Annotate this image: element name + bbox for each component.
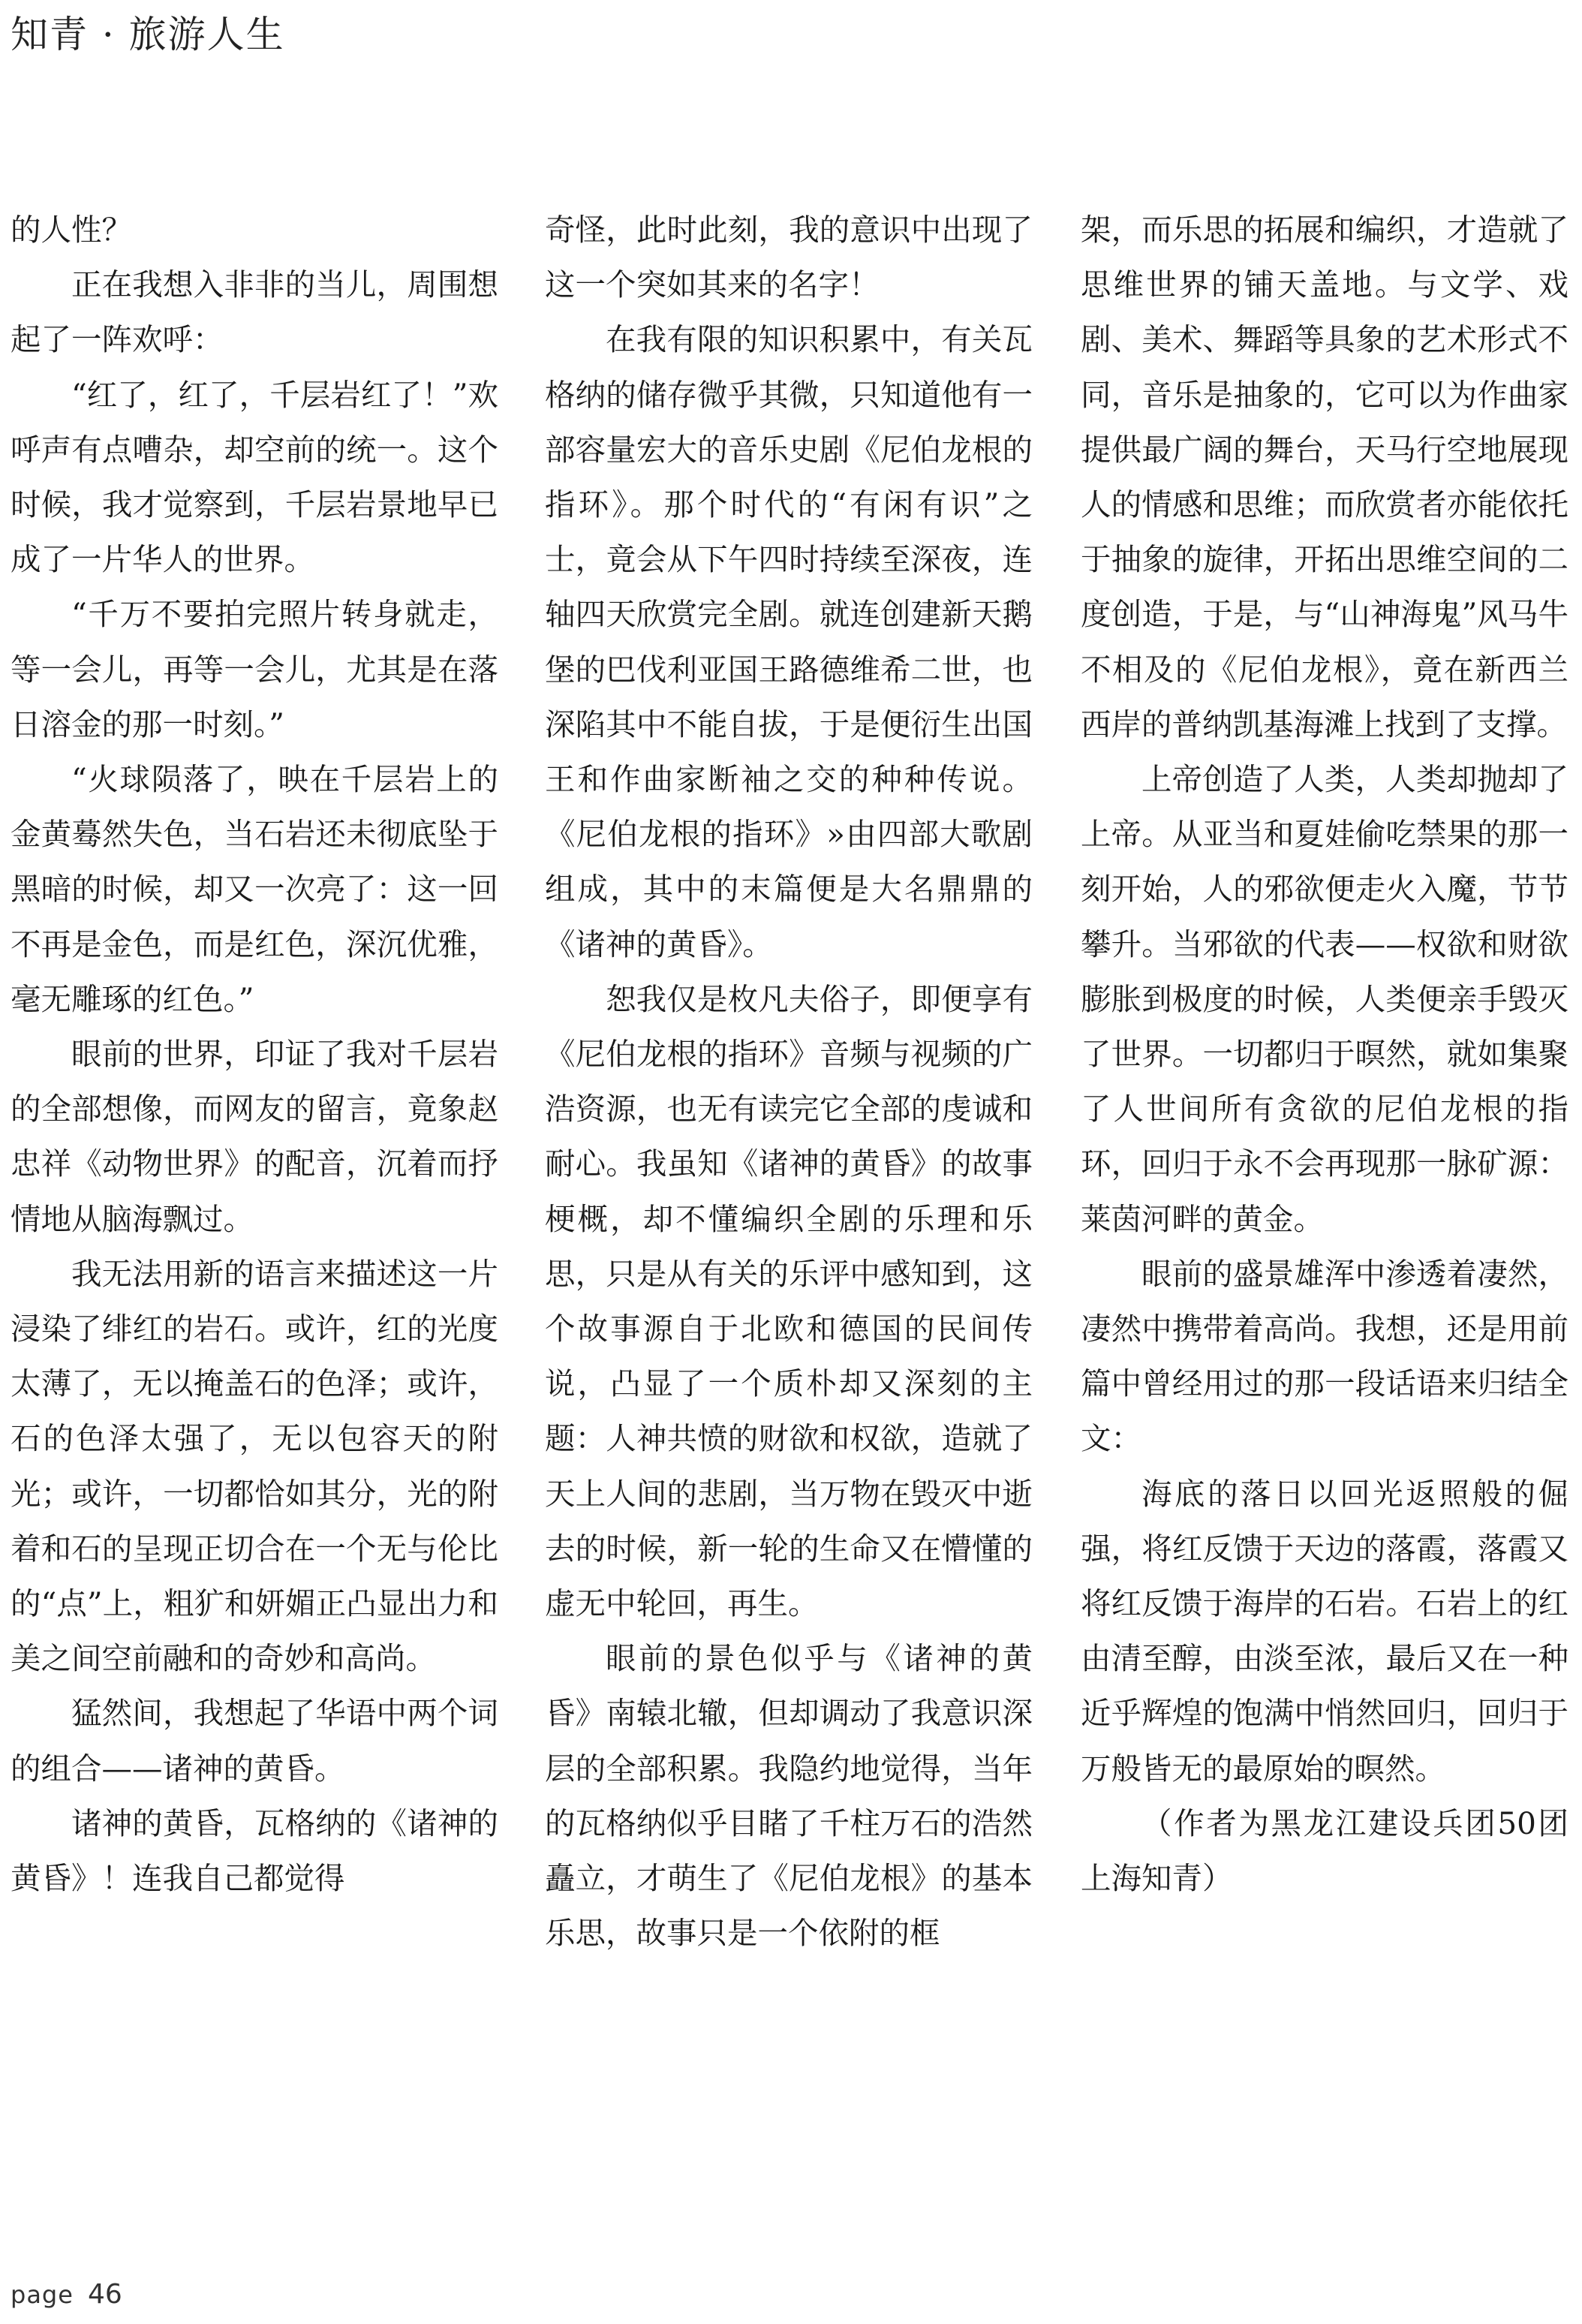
- paragraph: 的人性？: [11, 212, 132, 248]
- page-number: 46: [88, 2279, 122, 2310]
- text-column-1: [11, 203, 498, 1906]
- paragraph: 眼前的景色似乎与《诸神的黄昏》南辕北辙，但却调动了我意识深层的全部积累。我隐约地觉得，当年的瓦格纳似乎目睹了千柱万石的浩然矗立，才萌生了《尼伯龙根》的基本乐思，故事只是一个依附的框: [545, 1640, 1033, 1952]
- paragraph: “火球陨落了，映在千层岩上的金黄蓦然失色，当石岩还未彻底坠于黑暗的时候，却又一次亮了：这一回不再是金色，而是红色，深沉优雅，毫无雕琢的红色。”: [11, 761, 498, 1017]
- paragraph: 海底的落日以回光返照般的倔强，将红反馈于天边的落霞，落霞又将红反馈于海岸的石岩。石岩上的红由清至醇，由淡至浓，最后又在一种近乎辉煌的饱满中悄然回归，回归于万般皆无的最原始的暝然。: [1081, 1475, 1568, 1787]
- page-footer: [11, 2279, 122, 2310]
- paragraph: “红了，红了，千层岩红了！”欢呼声有点嘈杂，却空前的统一。这个时候，我才觉察到，千层岩景地早已成了一片华人的世界。: [11, 376, 498, 578]
- paragraph: 奇怪，此时此刻，我的意识中出现了这一个突如其来的名字！: [545, 212, 1033, 303]
- page-label: page: [11, 2280, 74, 2309]
- paragraph: 在我有限的知识积累中，有关瓦格纳的储存微乎其微，只知道他有一部容量宏大的音乐史剧《尼伯龙根的指环》。那个时代的“有闲有识”之士，竟会从下午四时持续至深夜，连轴四天欣赏完全剧。就连创建新天鹅堡的巴伐利亚国王路德维希二世，也深陷其中不能自拔，于是便衍生出国王和作曲家断袖之交的种种传说。《尼伯龙根的指环》»由四部大歌剧组成，其中的末篇便是大名鼎鼎的《诸神的黄昏》。: [545, 321, 1033, 962]
- paragraph: 架，而乐思的拓展和编织，才造就了思维世界的铺天盖地。与文学、戏剧、美术、舞蹈等具象的艺术形式不同，音乐是抽象的，它可以为作曲家提供最广阔的舞台，天马行空地展现人的情感和思维；而欣赏者亦能依托于抽象的旋律，开拓出思维空间的二度创造，于是，与“山神海鬼”风马牛不相及的《尼伯龙根》，竟在新西兰西岸的普纳凯基海滩上找到了支撑。: [1081, 212, 1568, 742]
- paragraph: 猛然间，我想起了华语中两个词的组合——诸神的黄昏。: [11, 1695, 498, 1787]
- section-header: 知青 · 旅游人生: [11, 13, 285, 56]
- paragraph: （作者为黑龙江建设兵团50团上海知青）: [1081, 1805, 1568, 1897]
- article-body: [11, 203, 1571, 2244]
- paragraph: 正在我想入非非的当儿，周围想起了一阵欢呼：: [11, 266, 498, 358]
- text-column-3: [1081, 203, 1568, 1906]
- paragraph: 上帝创造了人类，人类却抛却了上帝。从亚当和夏娃偷吃禁果的那一刻开始，人的邪欲便走火入魔，节节攀升。当邪欲的代表——权欲和财欲膨胀到极度的时候，人类便亲手毁灭了世界。一切都归于暝然，就如集聚了人世间所有贪欲的尼伯龙根的指环，回归于永不会再现那一脉矿源：莱茵河畔的黄金。: [1081, 761, 1568, 1237]
- paragraph: 眼前的世界，印证了我对千层岩的全部想像，而网友的留言，竟象赵忠祥《动物世界》的配音，沉着而抒情地从脑海飘过。: [11, 1036, 498, 1237]
- paragraph: “千万不要拍完照片转身就走，等一会儿，再等一会儿，尤其是在落日溶金的那一时刻。”: [11, 596, 498, 742]
- paragraph: 我无法用新的语言来描述这一片浸染了绯红的岩石。或许，红的光度太薄了，无以掩盖石的色泽；或许，石的色泽太强了，无以包容天的附光；或许，一切都恰如其分，光的附着和石的呈现正切合在一个无与伦比的“点”上，粗犷和妍媚正凸显出力和美之间空前融和的奇妙和高尚。: [11, 1255, 498, 1677]
- paragraph: 眼前的盛景雄浑中渗透着凄然，凄然中携带着高尚。我想，还是用前篇中曾经用过的那一段话语来归结全文：: [1081, 1255, 1568, 1457]
- paragraph: 诸神的黄昏，瓦格纳的《诸神的黄昏》！连我自己都觉得: [11, 1805, 498, 1897]
- paragraph: 恕我仅是枚凡夫俗子，即便享有《尼伯龙根的指环》音频与视频的广浩资源，也无有读完它全部的虔诚和耐心。我虽知《诸神的黄昏》的故事梗概，却不懂编织全剧的乐理和乐思，只是从有关的乐评中感知到，这个故事源自于北欧和德国的民间传说，凸显了一个质朴却又深刻的主题：人神共愤的财欲和权欲，造就了天上人间的悲剧，当万物在毁灭中逝去的时候，新一轮的生命又在懵懂的虚无中轮回，再生。: [545, 980, 1033, 1622]
- text-column-2: [545, 203, 1033, 1961]
